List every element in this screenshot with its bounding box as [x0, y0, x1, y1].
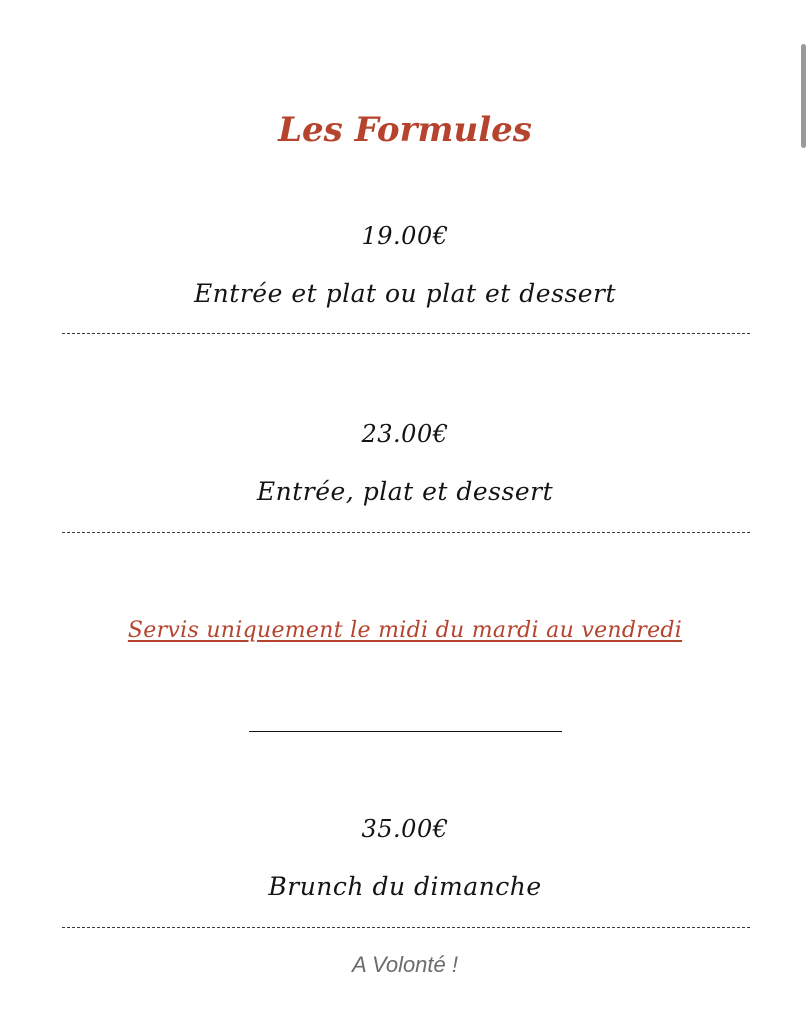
dashed-divider — [62, 927, 750, 928]
formula-description: Entrée et plat ou plat et dessert — [193, 279, 617, 308]
lunch-notice-link[interactable]: Servis uniquement le midi du mardi au vendredi — [127, 618, 683, 643]
brunch-price: 35.00€ — [361, 815, 449, 843]
formula-price: 23.00€ — [361, 420, 449, 448]
dashed-divider — [62, 333, 750, 334]
brunch-description: Brunch du dimanche — [268, 872, 542, 901]
brunch-note: A Volonté ! — [352, 952, 458, 977]
dashed-divider — [62, 532, 750, 533]
page-title: Les Formules — [278, 110, 532, 150]
section-separator — [249, 731, 562, 732]
formula-price: 19.00€ — [361, 222, 449, 250]
formula-description: Entrée, plat et dessert — [256, 477, 554, 506]
